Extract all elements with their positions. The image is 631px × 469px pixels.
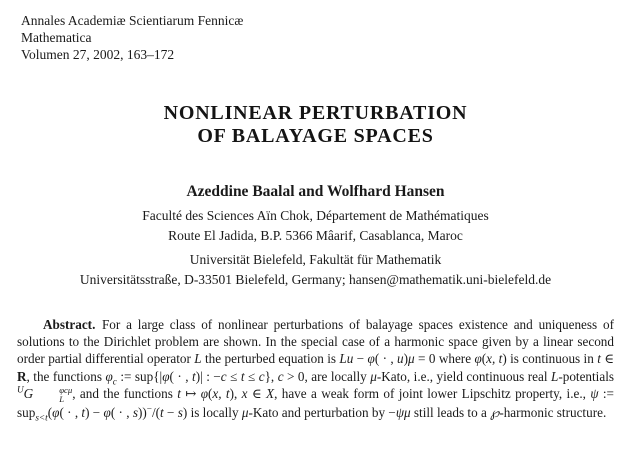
affiliation-casablanca	[0, 206, 631, 245]
journal-name: Annales Academiæ Scientiarum Fennicæ	[21, 13, 244, 28]
authors-line: Azeddine Baalal and Wolfhard Hansen	[186, 183, 445, 200]
abstract-paragraph: Abstract. For a large class of nonlinear perturbations of balayage spaces existence and uniqueness of solutions to the Dirichlet problem are shown. In the special case of a harmonic space given by a linear second order partial differential operator L the perturbed equation is Lu − φ( · , u)μ = 0 where φ(x, t) is continuous in t ∈ R, the functions $\varphi_c$ := sup{|φ( · , t)| : −c ≤ t ≤ c}, c > 0, are locally μ-Kato, i.e., yield continuous real L-potentials $^U$G φcμ L , and the functions t ↦ φ(x, t), x ∈ X, have a weak form of joint lower Lipschitz property, i.e., ψ := sup$_{s<t}$(φ( · , t) − φ( · , s))−/(t − s) is locally μ-Kato and perturbation by −ψμ still leads to a ℘-harmonic structure.	[17, 317, 614, 423]
affiliation-bielefeld-dept: Universität Bielefeld, Fakultät für Mathematik	[189, 252, 442, 267]
affiliation-casablanca-address: Route El Jadida, B.P. 5366 Mâarif, Casablanca, Maroc	[168, 227, 463, 243]
journal-series: Mathematica	[21, 30, 92, 45]
journal-volume: Volumen 27, 2002, 163–172	[21, 47, 175, 62]
affiliation-bielefeld	[0, 250, 631, 289]
paper-title	[0, 102, 631, 148]
paper-title-line-2: OF BALAYAGE SPACES	[197, 125, 434, 147]
journal-header	[21, 12, 243, 63]
paper-title-line-1: NONLINEAR PERTURBATION	[163, 102, 468, 124]
affiliation-bielefeld-address-email: Universitätsstraße, D-33501 Bielefeld, Germany; hansen@mathematik.uni-bielefeld.de	[79, 271, 552, 287]
affiliation-casablanca-dept: Faculté des Sciences Aïn Chok, Département de Mathématiques	[142, 208, 489, 223]
